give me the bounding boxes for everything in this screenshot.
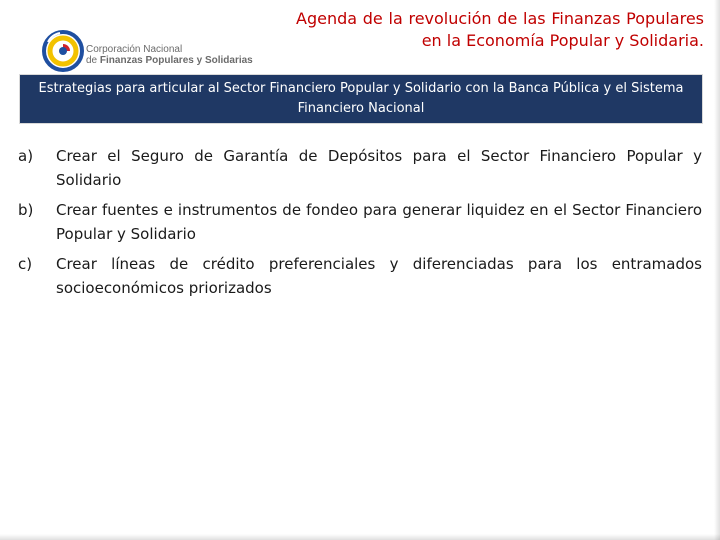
- page-shadow-bottom: [0, 534, 720, 540]
- list-item-marker: a): [18, 147, 34, 165]
- section-banner: Estrategias para articular al Sector Financiero Popular y Solidario con la Banca Pública y el Sistema Financiero Nacional: [20, 75, 702, 123]
- page-shadow-right: [714, 0, 720, 540]
- strategy-list: [18, 144, 702, 306]
- list-item-text: Crear fuentes e instrumentos de fondeo para generar liquidez en el Sector Financiero Popular y Solidario: [56, 201, 702, 243]
- list-item-marker: b): [18, 201, 34, 219]
- list-item-text: Crear el Seguro de Garantía de Depósitos para el Sector Financiero Popular y Solidario: [56, 147, 702, 189]
- list-item: [18, 198, 702, 246]
- logo-text-line2: [86, 55, 253, 66]
- list-item-marker: c): [18, 255, 33, 273]
- list-item-text: Crear líneas de crédito preferenciales y diferenciadas para los entramados socioeconómicos priorizados: [56, 255, 702, 297]
- logo-emblem-icon: [42, 30, 84, 72]
- logo-text-bold: Finanzas Populares y Solidarias: [99, 55, 253, 66]
- logo-text-line1: Corporación Nacional: [86, 44, 183, 55]
- page-title: Agenda de la revolución de las Finanzas Populares en la Economía Popular y Solidaria.: [296, 9, 704, 50]
- logo-text-prefix: de: [86, 55, 100, 66]
- list-item: [18, 144, 702, 192]
- list-item: [18, 252, 702, 300]
- organization-logo: [42, 30, 252, 76]
